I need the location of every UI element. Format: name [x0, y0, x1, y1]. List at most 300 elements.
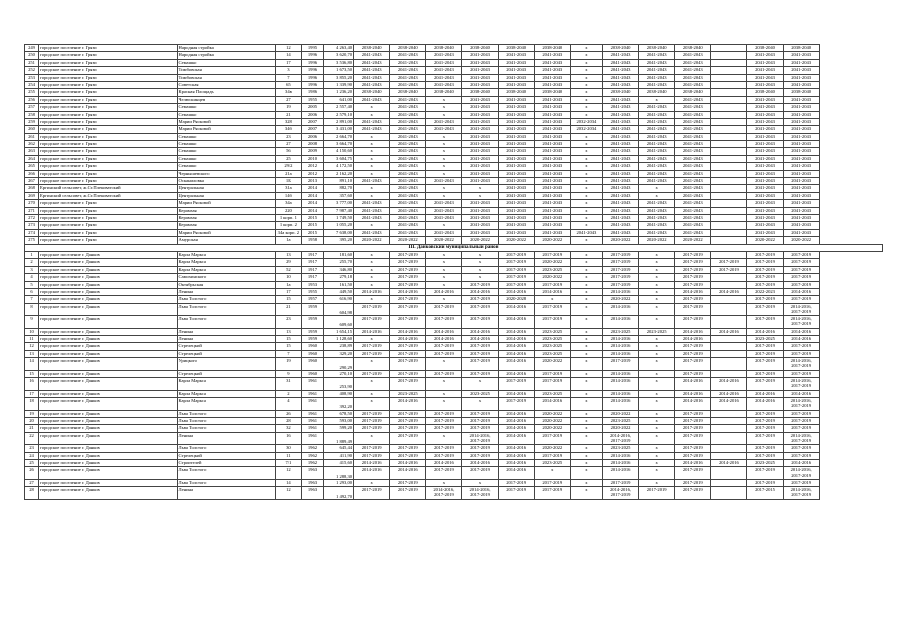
schedule-cell	[711, 251, 747, 258]
schedule-cell: 2014-2016	[498, 303, 534, 316]
table-row	[25, 74, 883, 81]
table-row	[25, 89, 883, 96]
schedule-cell: x	[354, 163, 390, 170]
schedule-cell: 2014-2016	[711, 398, 747, 411]
schedule-cell: 2041-2043	[783, 81, 819, 88]
house-cell: 14	[275, 52, 301, 59]
area-cell: 4 150,60	[324, 148, 354, 155]
schedule-cell: 2014-2016, 2017-2019	[783, 358, 819, 371]
table-row	[25, 281, 883, 288]
street-cell: Льва Толстого	[177, 425, 275, 432]
schedule-cell	[711, 316, 747, 329]
schedule-cell: x	[426, 251, 462, 258]
schedule-cell: 2038-2040	[675, 89, 711, 96]
house-cell: 15	[275, 336, 301, 343]
schedule-cell: x	[426, 104, 462, 111]
area-cell: 253,90	[324, 378, 354, 391]
table-row	[25, 452, 883, 459]
schedule-cell: 2041-2043	[390, 59, 426, 66]
schedule-cell: 2017-2019	[675, 425, 711, 432]
schedule-cell: 2041-2043	[639, 163, 675, 170]
area-cell: 1 673,50	[324, 67, 354, 74]
schedule-cell: 2017-2019	[462, 425, 498, 432]
street-cell: Керамзая	[177, 207, 275, 214]
schedule-cell: 2017-2019	[390, 259, 426, 266]
schedule-cell: 2041-2043	[747, 52, 783, 59]
year-cell: 1960	[301, 358, 323, 371]
row-number: 249	[25, 45, 39, 52]
schedule-cell: 2041-2043	[602, 111, 638, 118]
table-row	[25, 459, 883, 466]
schedule-cell: 2017-2019	[462, 296, 498, 303]
schedule-cell: x	[570, 445, 602, 452]
table-row	[25, 398, 883, 411]
schedule-cell: x	[354, 259, 390, 266]
street-cell: Чернышевского	[177, 170, 275, 177]
schedule-cell: 2014-2016	[498, 328, 534, 335]
schedule-cell: 2020-2022	[602, 296, 638, 303]
row-number: 267	[25, 178, 39, 185]
schedule-cell: x	[639, 445, 675, 452]
schedule-cell: x	[426, 155, 462, 162]
row-number: 6	[25, 288, 39, 295]
schedule-cell: 2017-2019	[390, 358, 426, 371]
schedule-cell: 2017-2019	[354, 343, 390, 350]
schedule-cell: 2017-2019	[534, 303, 570, 316]
year-cell: 2012	[301, 170, 323, 177]
schedule-cell: 2041-2043	[675, 200, 711, 207]
schedule-cell: x	[462, 185, 498, 192]
schedule-cell: x	[639, 390, 675, 397]
schedule-cell: x	[354, 296, 390, 303]
house-cell: 34в	[275, 89, 301, 96]
schedule-cell: 2017-2019	[390, 274, 426, 281]
schedule-cell: 2041-2043	[354, 214, 390, 221]
schedule-cell: 2038-2040	[747, 45, 783, 52]
schedule-cell: x	[570, 452, 602, 459]
schedule-cell	[711, 222, 747, 229]
schedule-cell: 2017-2019	[675, 259, 711, 266]
schedule-cell: x	[570, 96, 602, 103]
schedule-cell: 2041-2043	[354, 207, 390, 214]
schedule-cell: 2041-2043	[462, 141, 498, 148]
schedule-cell: 2041-2043	[747, 163, 783, 170]
schedule-cell: 2041-2043	[783, 74, 819, 81]
street-cell: Марии Рясковой	[177, 118, 275, 125]
row-number: 28	[25, 487, 39, 500]
schedule-cell: 2017-2019	[783, 281, 819, 288]
house-cell: 14	[275, 479, 301, 486]
house-cell: 12	[275, 487, 301, 500]
area-cell: 7 987,40	[324, 207, 354, 214]
year-cell: 2014	[301, 200, 323, 207]
schedule-cell: 2041-2043	[747, 141, 783, 148]
area-cell: 1 288,30	[324, 467, 354, 480]
row-number: 268	[25, 185, 39, 192]
schedule-cell: 2041-2043	[639, 81, 675, 88]
schedule-cell: x	[570, 81, 602, 88]
schedule-cell: 2014-2016	[498, 432, 534, 445]
schedule-cell: x	[426, 96, 462, 103]
schedule-cell: 2023-2025	[462, 390, 498, 397]
schedule-cell: x	[570, 133, 602, 140]
schedule-cell: 2017-2019	[534, 487, 570, 500]
schedule-cell: 2041-2043	[602, 118, 638, 125]
schedule-cell: 2014-2016	[602, 350, 638, 357]
schedule-cell: 2017-2019	[354, 452, 390, 459]
schedule-cell: 2017-2019	[602, 479, 638, 486]
schedule-cell: x	[462, 251, 498, 258]
street-cell: Льва Толстого	[177, 479, 275, 486]
schedule-cell: 2017-2019	[390, 303, 426, 316]
schedule-cell: 2017-2019	[747, 343, 783, 350]
schedule-cell: 2017-2019	[462, 445, 498, 452]
year-cell: 1959	[301, 316, 323, 329]
year-cell: 1957	[301, 296, 323, 303]
house-cell: 2	[275, 390, 301, 397]
schedule-cell: 2041-2043	[462, 229, 498, 236]
schedule-cell: x	[570, 259, 602, 266]
settlement-cell: городское поселение г. Грязи	[39, 74, 177, 81]
schedule-cell: 2041-2043	[747, 178, 783, 185]
area-cell: 238,89	[324, 343, 354, 350]
row-number: 262	[25, 141, 39, 148]
schedule-cell: 2041-2043	[390, 118, 426, 125]
schedule-cell: 2041-2043	[426, 200, 462, 207]
area-cell: 270,10	[324, 370, 354, 377]
schedule-cell: 2017-2019	[783, 343, 819, 350]
schedule-cell: 2014-2016, 2017-2019	[783, 432, 819, 445]
settlement-cell: городское поселение г. Грязи	[39, 222, 177, 229]
schedule-cell: 2017-2019	[602, 358, 638, 371]
year-cell: 1959	[301, 303, 323, 316]
schedule-cell: 2014-2016	[602, 316, 638, 329]
schedule-cell: 2041-2043	[747, 133, 783, 140]
schedule-cell: x	[570, 178, 602, 185]
schedule-cell: 2041-2043	[498, 81, 534, 88]
schedule-cell: x	[639, 251, 675, 258]
table-row	[25, 133, 883, 140]
schedule-cell: 2041-2043	[426, 81, 462, 88]
year-cell: 1962	[301, 445, 323, 452]
schedule-cell: x	[426, 141, 462, 148]
schedule-cell: 2017-2019	[498, 479, 534, 486]
schedule-cell: 2041-2043	[783, 59, 819, 66]
settlement-cell: городское поселение г. Грязи	[39, 59, 177, 66]
schedule-cell: 2041-2043	[534, 222, 570, 229]
settlement-cell: городское поселение г. Данков	[39, 296, 177, 303]
schedule-cell: 2041-2043	[675, 229, 711, 236]
schedule-cell: 2041-2043	[783, 222, 819, 229]
settlement-cell: городское поселение г. Грязи	[39, 237, 177, 244]
settlement-cell: городское поселение г. Грязи	[39, 96, 177, 103]
street-cell: Амурская	[177, 237, 275, 244]
street-cell: Центральная	[177, 185, 275, 192]
schedule-cell: 2041-2043	[354, 81, 390, 88]
schedule-cell: 2017-2019	[534, 281, 570, 288]
schedule-cell: 2017-2019	[675, 370, 711, 377]
schedule-cell: 2014-2016, 2017-2019	[462, 432, 498, 445]
area-cell: 1 339,90	[324, 81, 354, 88]
settlement-cell: городское поселение г. Данков	[39, 410, 177, 417]
schedule-cell: 2041-2043	[747, 96, 783, 103]
schedule-cell: 2041-2043	[534, 111, 570, 118]
schedule-cell: 2017-2019	[534, 378, 570, 391]
house-cell: 23	[275, 133, 301, 140]
table-row	[25, 467, 883, 480]
area-cell: 1 128,60	[324, 336, 354, 343]
schedule-cell: 2041-2043	[498, 200, 534, 207]
schedule-cell: 2023-2025	[747, 459, 783, 466]
settlement-cell: городское поселение г. Данков	[39, 459, 177, 466]
schedule-cell: 2041-2043	[639, 170, 675, 177]
schedule-cell	[711, 185, 747, 192]
schedule-cell: 2041-2043	[390, 104, 426, 111]
schedule-cell: x	[570, 163, 602, 170]
schedule-cell: 2041-2043	[602, 67, 638, 74]
schedule-cell: x	[639, 432, 675, 445]
year-cell: 1953	[301, 281, 323, 288]
year-cell: 1961	[301, 398, 323, 411]
schedule-cell: 2023-2025	[602, 417, 638, 424]
schedule-cell: 2014-2016	[602, 343, 638, 350]
schedule-cell: 2020-2022	[602, 410, 638, 417]
schedule-cell: x	[426, 274, 462, 281]
schedule-cell: 2017-2019	[390, 296, 426, 303]
schedule-cell: 2014-2016, 2017-2019	[462, 487, 498, 500]
schedule-cell: 2014-2016	[783, 459, 819, 466]
schedule-cell: 2041-2043	[675, 96, 711, 103]
schedule-cell: 2014-2016	[390, 467, 426, 480]
schedule-cell: x	[639, 192, 675, 199]
schedule-cell: 2014-2016	[498, 459, 534, 466]
schedule-cell: 2017-2019	[675, 417, 711, 424]
schedule-cell: 2017-2019	[498, 251, 534, 258]
schedule-cell: 2014-2016, 2017-2019	[783, 467, 819, 480]
schedule-cell	[711, 336, 747, 343]
schedule-cell: x	[639, 259, 675, 266]
schedule-cell: 2014-2016	[390, 398, 426, 411]
street-cell: Марии Рясковой	[177, 229, 275, 236]
schedule-cell: 2014-2016	[498, 417, 534, 424]
table-row	[25, 229, 883, 236]
year-cell: 2014	[301, 192, 323, 199]
schedule-cell: 2041-2043	[354, 200, 390, 207]
schedule-cell: 2041-2043	[534, 59, 570, 66]
schedule-cell: 2017-2019	[675, 296, 711, 303]
row-number: 9	[25, 316, 39, 329]
house-cell: 16	[275, 432, 301, 445]
schedule-cell: x	[570, 207, 602, 214]
schedule-cell: 2041-2043	[390, 133, 426, 140]
schedule-cell: x	[570, 459, 602, 466]
house-cell: 29	[275, 259, 301, 266]
street-cell: Советская	[177, 81, 275, 88]
schedule-cell: 2041-2043	[783, 104, 819, 111]
schedule-cell: 2041-2043	[675, 52, 711, 59]
year-cell: 1996	[301, 52, 323, 59]
area-cell: 395,20	[324, 237, 354, 244]
schedule-cell: 2017-2019	[747, 417, 783, 424]
schedule-cell: 2038-2040	[602, 89, 638, 96]
schedule-cell: x	[462, 479, 498, 486]
schedule-cell: x	[354, 148, 390, 155]
schedule-cell: 2041-2043	[534, 229, 570, 236]
schedule-cell: 2041-2043	[675, 222, 711, 229]
schedule-cell: 2041-2043	[390, 222, 426, 229]
schedule-cell: x	[570, 479, 602, 486]
schedule-cell: 2041-2043	[498, 192, 534, 199]
schedule-cell: x	[570, 200, 602, 207]
schedule-cell: x	[426, 170, 462, 177]
schedule-cell: 2041-2043	[783, 229, 819, 236]
house-cell: 14б	[275, 192, 301, 199]
table-row	[25, 45, 883, 52]
schedule-cell: 2032-2034	[570, 118, 602, 125]
schedule-cell: 2038-2040	[747, 89, 783, 96]
schedule-cell: 2041-2043	[639, 214, 675, 221]
schedule-cell: x	[426, 296, 462, 303]
schedule-cell: 2017-2019	[783, 274, 819, 281]
schedule-cell: x	[570, 192, 602, 199]
schedule-cell: x	[570, 45, 602, 52]
table-row	[25, 328, 883, 335]
table-row	[25, 288, 883, 295]
schedule-cell: 2020-2022	[534, 237, 570, 244]
schedule-cell: 2041-2043	[426, 52, 462, 59]
schedule-cell	[711, 45, 747, 52]
schedule-cell: 2023-2025	[534, 459, 570, 466]
schedule-cell: 2017-2019	[639, 487, 675, 500]
area-cell: 641,00	[324, 96, 354, 103]
row-number: 256	[25, 96, 39, 103]
schedule-cell: 2017-2019	[462, 370, 498, 377]
table-row	[25, 358, 883, 371]
schedule-cell: 2017-2019	[747, 425, 783, 432]
schedule-cell: 2041-2043	[534, 67, 570, 74]
table-row	[25, 487, 883, 500]
schedule-cell: 2041-2043	[675, 111, 711, 118]
street-cell: Керамзая	[177, 222, 275, 229]
schedule-cell: 2017-2019	[498, 266, 534, 273]
schedule-cell	[711, 81, 747, 88]
area-cell: 1 492,70	[324, 487, 354, 500]
schedule-cell: 2017-2019	[675, 251, 711, 258]
schedule-cell: 2041-2043	[498, 67, 534, 74]
schedule-cell: 2017-2019	[462, 452, 498, 459]
schedule-cell: 2041-2043	[426, 126, 462, 133]
schedule-cell: 2041-2043	[639, 229, 675, 236]
schedule-cell: 2017-2019	[675, 487, 711, 500]
year-cell: 1960	[301, 350, 323, 357]
schedule-cell: x	[426, 133, 462, 140]
schedule-cell: 2017-2019	[675, 316, 711, 329]
schedule-cell: 2041-2043	[570, 229, 602, 236]
schedule-cell: 2041-2043	[498, 222, 534, 229]
schedule-cell: 2017-2019	[498, 274, 534, 281]
schedule-cell: 2014-2016, 2017-2019	[426, 487, 462, 500]
row-number: 258	[25, 111, 39, 118]
schedule-cell: x	[426, 398, 462, 411]
schedule-cell: 2014-2016	[675, 378, 711, 391]
schedule-cell: 2014-2016	[390, 459, 426, 466]
schedule-cell: 2041-2043	[747, 118, 783, 125]
schedule-cell: 2041-2043	[498, 170, 534, 177]
schedule-cell: 2020-2022	[534, 417, 570, 424]
row-number: 266	[25, 170, 39, 177]
schedule-cell: 2017-2019	[462, 417, 498, 424]
settlement-cell: городское поселение г. Данков	[39, 370, 177, 377]
schedule-cell: 2041-2043	[390, 163, 426, 170]
schedule-cell: 2014-2016	[498, 370, 534, 377]
schedule-cell: x	[462, 259, 498, 266]
schedule-cell: 2017-2019	[354, 487, 390, 500]
house-cell: 7	[275, 74, 301, 81]
street-cell: Урицкого	[177, 358, 275, 371]
schedule-cell: 2041-2043	[639, 141, 675, 148]
settlement-cell: городское поселение г. Грязи	[39, 207, 177, 214]
schedule-cell: x	[354, 141, 390, 148]
schedule-cell: 2023-2025	[534, 328, 570, 335]
schedule-cell	[711, 343, 747, 350]
house-cell: 56	[275, 148, 301, 155]
schedule-cell: x	[639, 316, 675, 329]
schedule-cell: 2020-2022	[534, 274, 570, 281]
schedule-cell: x	[570, 343, 602, 350]
year-cell: 1955	[301, 288, 323, 295]
schedule-cell: 2041-2043	[534, 52, 570, 59]
schedule-cell: 2041-2043	[675, 148, 711, 155]
schedule-cell: 2020-2022	[639, 237, 675, 244]
house-cell: 28	[275, 417, 301, 424]
schedule-cell: 2017-2019	[354, 350, 390, 357]
schedule-cell: 2014-2016	[747, 390, 783, 397]
area-cell: 346,80	[324, 266, 354, 273]
schedule-cell: 2041-2043	[747, 111, 783, 118]
schedule-cell: 2038-2040	[390, 89, 426, 96]
schedule-cell: 2014-2016	[498, 288, 534, 295]
schedule-cell: 2017-2019	[747, 445, 783, 452]
schedule-cell	[711, 163, 747, 170]
year-cell: 2014	[301, 185, 323, 192]
area-cell: 3 855,20	[324, 74, 354, 81]
row-number: 14	[25, 358, 39, 371]
house-cell: 3	[275, 67, 301, 74]
table-row	[25, 170, 883, 177]
street-cell: Семашко	[177, 111, 275, 118]
schedule-cell: 2017-2019	[675, 358, 711, 371]
schedule-cell: x	[426, 185, 462, 192]
section-header-row	[25, 244, 883, 251]
table-row	[25, 296, 883, 303]
schedule-cell: 2041-2043	[602, 104, 638, 111]
row-number: 257	[25, 104, 39, 111]
table-row	[25, 81, 883, 88]
schedule-cell: 2017-2019	[462, 410, 498, 417]
schedule-cell: 2014-2016	[747, 328, 783, 335]
row-number: 260	[25, 126, 39, 133]
schedule-cell: 2041-2043	[639, 155, 675, 162]
row-number: 25	[25, 459, 39, 466]
house-cell: 7/1	[275, 459, 301, 466]
street-cell: Льва Толстого	[177, 296, 275, 303]
schedule-cell: x	[570, 67, 602, 74]
schedule-cell: 2017-2019	[534, 452, 570, 459]
schedule-cell: 2017-2019	[602, 251, 638, 258]
schedule-cell: 2041-2043	[602, 222, 638, 229]
schedule-cell: 2017-2019	[534, 316, 570, 329]
row-number: 261	[25, 133, 39, 140]
